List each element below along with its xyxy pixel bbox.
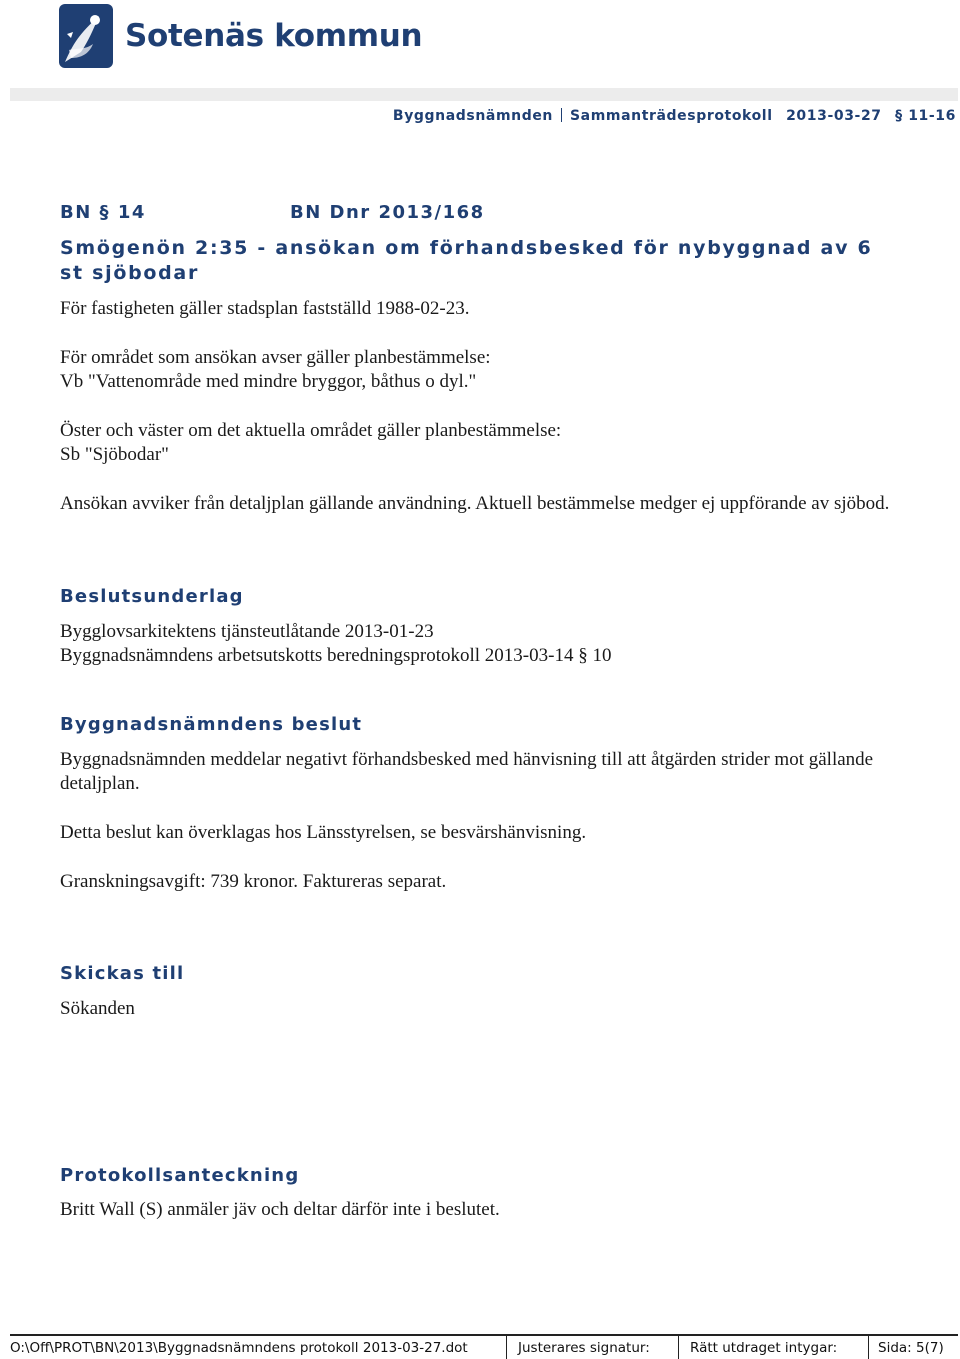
beslutsunderlag-line-2: Byggnadsnämndens arbetsutskotts beredningsprotokoll 2013-03-14 § 10: [60, 645, 612, 666]
heading-skickas-till: Skickas till: [60, 963, 185, 984]
heading-beslut: Byggnadsnämndens beslut: [60, 714, 363, 735]
header-paragraphs: § 11-16: [895, 108, 956, 124]
beslut-paragraph-3: Granskningsavgift: 739 kronor. Faktureras separat.: [60, 871, 447, 892]
paragraph-stadsplan: För fastigheten gäller stadsplan fastställd 1988-02-23.: [60, 298, 470, 319]
paragraph-planbestammelse-b: Vb "Vattenområde med mindre bryggor, båthus o dyl.": [60, 371, 477, 392]
paragraph-planbestammelse-a: För området som ansökan avser gäller planbestämmelse:: [60, 347, 491, 368]
case-identifier: [60, 202, 485, 223]
paragraph-oster-vaster-b: Sb "Sjöbodar": [60, 444, 169, 465]
running-header: [393, 108, 956, 124]
protokollsanteckning-text: Britt Wall (S) anmäler jäv och deltar därför inte i beslutet.: [60, 1199, 500, 1220]
footer-file-path: O:\Off\PROT\BN\2013\Byggnadsnämndens protokoll 2013-03-27.dot: [10, 1340, 468, 1356]
header-separator: [561, 108, 562, 122]
footer-divider: [10, 1334, 958, 1336]
footer-page-number: Sida: 5(7): [878, 1340, 944, 1356]
case-number: BN § 14: [60, 202, 146, 223]
municipality-logo: [59, 4, 422, 68]
skickas-till-text: Sökanden: [60, 998, 135, 1019]
gull-crest-icon: [59, 4, 113, 68]
page-footer: [10, 1340, 958, 1358]
header-date: 2013-03-27: [786, 108, 882, 124]
beslutsunderlag-line-1: Bygglovsarkitektens tjänsteutlåtande 2013-01-23: [60, 621, 434, 642]
footer-certify-label: Rätt utdraget intygar:: [690, 1340, 838, 1356]
beslut-paragraph-2: Detta beslut kan överklagas hos Länsstyrelsen, se besvärshänvisning.: [60, 822, 587, 843]
beslut-paragraph-1: Byggnadsnämnden meddelar negativt förhandsbesked med hänvisning till att åtgärden strider mot gällande detaljplan.: [60, 749, 874, 794]
footer-signature-label: Justerares signatur:: [518, 1340, 650, 1356]
header-doc-type: Sammanträdesprotokoll: [569, 108, 773, 124]
heading-protokollsanteckning: Protokollsanteckning: [60, 1165, 300, 1186]
paragraph-oster-vaster-a: Öster och väster om det aktuella området gäller planbestämmelse:: [60, 420, 562, 441]
paragraph-avvikelse: Ansökan avviker från detaljplan gällande användning. Aktuell bestämmelse medger ej uppförande av sjöbod.: [60, 493, 890, 514]
logo-wordmark: Sotenäs kommun: [125, 18, 423, 54]
header-divider: [10, 88, 958, 101]
header-body: Byggnadsnämnden: [392, 108, 553, 124]
heading-beslutsunderlag: Beslutsunderlag: [60, 586, 244, 607]
case-dnr: BN Dnr 2013/168: [290, 202, 485, 223]
case-title: Smögenön 2:35 - ansökan om förhandsbesked för nybyggnad av 6 st sjöbodar: [60, 237, 873, 284]
